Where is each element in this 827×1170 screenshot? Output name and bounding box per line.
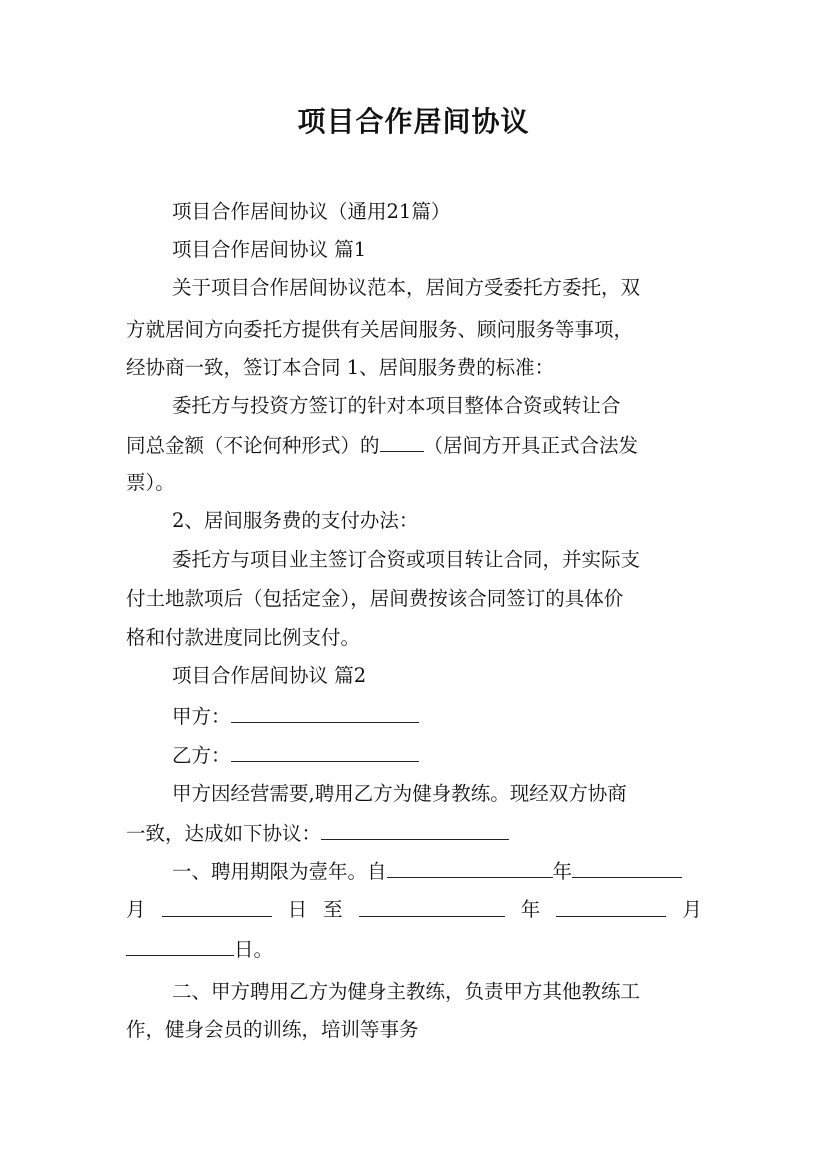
paragraph-line: 委托方与投资方签订的针对本项目整体合资或转让合: [172, 394, 621, 417]
paragraph-line: 委托方与项目业主签订合资或项目转让合同，并实际支: [172, 548, 641, 571]
paragraph-line: 经协商一致，签订本合同 1、居间服务费的标准：: [126, 356, 555, 379]
text-segment: 月: [682, 898, 702, 921]
paragraph-line: [126, 431, 638, 460]
paragraph-line: [126, 935, 273, 964]
paragraph-line: 2、居间服务费的支付办法：: [172, 509, 419, 532]
blank-underline: [380, 431, 424, 452]
blank-underline: [572, 857, 682, 878]
section-heading-2: 项目合作居间协议 篇2: [172, 664, 367, 687]
text-segment: 日: [287, 898, 308, 921]
text-segment: 年: [520, 898, 541, 921]
paragraph-line: 二、甲方聘用乙方为健身主教练，负责甲方其他教练工: [172, 980, 641, 1003]
text-segment: 年: [552, 860, 573, 883]
paragraph-line: 方就居间方向委托方提供有关居间服务、顾问服务等事项，: [126, 318, 634, 341]
paragraph-line: 关于项目合作居间协议范本，居间方受委托方委托，双: [172, 276, 641, 299]
blank-underline: [162, 896, 272, 917]
party-b-line: [172, 741, 419, 770]
section-heading-1: 项目合作居间协议 篇1: [172, 238, 367, 261]
blank-underline: [126, 935, 234, 956]
party-a-label: 甲方：: [172, 705, 231, 728]
paragraph-line: [126, 819, 509, 848]
text-segment: 月: [126, 898, 146, 921]
text-segment: 同总金额（不论何种形式）的: [126, 434, 380, 457]
blank-underline: [321, 819, 509, 840]
paragraph-line: 票）。: [126, 471, 175, 494]
party-a-line: [172, 702, 419, 731]
text-segment: （居间方开具正式合法发: [423, 434, 639, 457]
paragraph-line: 甲方因经营需要,聘用乙方为健身教练。现经双方协商: [172, 782, 627, 805]
paragraph-line: 作，健身会员的训练，培训等事务: [126, 1018, 419, 1041]
text-segment: 一、聘用期限为壹年。自: [172, 860, 387, 883]
text-segment: 一致，达成如下协议：: [126, 822, 322, 845]
document-title: 项目合作居间协议: [297, 105, 530, 138]
party-b-label: 乙方：: [172, 744, 231, 767]
blank-underline: [556, 896, 666, 917]
date-range-line: [126, 896, 702, 924]
blank-underline: [231, 741, 419, 762]
blank-underline: [231, 702, 419, 723]
blank-underline: [359, 896, 505, 917]
blank-underline: [387, 857, 553, 878]
text-segment: 日。: [234, 938, 274, 961]
paragraph-line: [172, 857, 682, 886]
doc-subtitle: 项目合作居间协议（通用21篇）: [172, 200, 451, 223]
paragraph-line: 付土地款项后（包括定金），居间费按该合同签订的具体价: [126, 587, 624, 610]
text-segment: 至: [323, 898, 343, 921]
paragraph-line: 格和付款进度同比例支付。: [126, 626, 361, 649]
